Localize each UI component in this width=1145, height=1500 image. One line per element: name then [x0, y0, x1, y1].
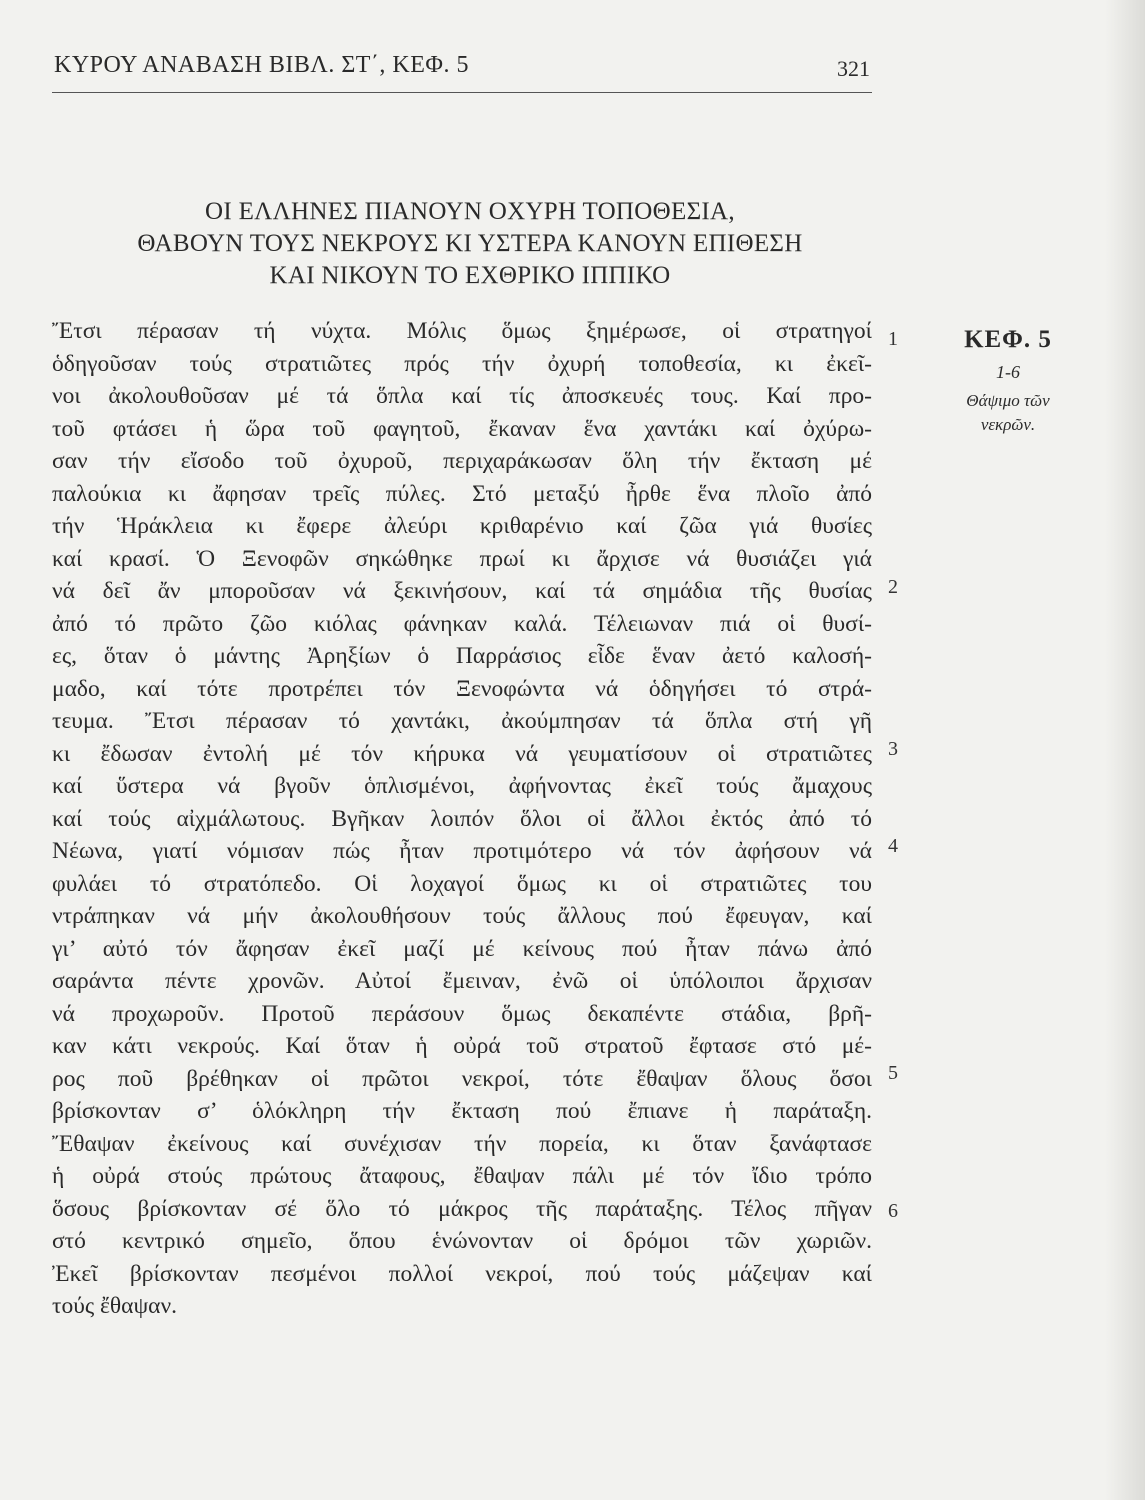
- text-line: ντράπηκαν νά μήν ἀκολουθήσουν τούς ἄλλους πού ἔφευγαν, καί: [52, 903, 872, 929]
- text-line: γι’ αὐτό τόν ἄφησαν ἐκεῖ μαζί μέ κείνους πού ἦταν πάνω ἀπό: [52, 935, 872, 962]
- page-edge-shadow: [1105, 0, 1145, 1500]
- text-line: σαράντα πέντε χρονῶν. Αὐτοί ἔμειναν, ἐνῶ οἱ ὑπόλοιποι ἄρχισαν: [52, 968, 872, 994]
- text-line: νά προχωροῦν. Προτοῦ περάσουν ὅμως δεκαπέντε στάδια, βρῆ-: [52, 1000, 872, 1027]
- heading-line: ΘΑΒΟΥΝ ΤΟΥΣ ΝΕΚΡΟΥΣ ΚΙ ΥΣΤΕΡΑ ΚΑΝΟΥΝ ΕΠΙΘΕΣΗ: [137, 230, 803, 257]
- running-head-title: ΚΥΡΟΥ ΑΝΑΒΑΣΗ ΒΙΒΛ. ΣΤ΄, ΚΕΦ. 5: [54, 52, 469, 78]
- text-line: τούς ἔθαψαν.: [52, 1293, 177, 1319]
- text-line: φυλάει τό στρατόπεδο. Οἱ λοχαγοί ὅμως κι οἱ στρατιῶτες του: [52, 870, 872, 897]
- text-line: ες, ὅταν ὁ μάντης Ἀρηξίων ὁ Παρράσιος εἶδε ἕναν ἀετό καλοσή-: [52, 643, 872, 669]
- margin-topic: [928, 389, 1088, 437]
- text-line: Νέωνα, γιατί νόμισαν πώς ἦταν προτιμότερο νά τόν ἀφήσουν νά: [52, 838, 872, 864]
- section-number: 6: [888, 1200, 898, 1222]
- text-line: καί ὕστερα νά βγοῦν ὁπλισμένοι, ἀφήνοντας ἐκεῖ τούς ἄμαχους: [52, 773, 872, 799]
- text-line: Ἔθαψαν ἐκείνους καί συνέχισαν τήν πορεία, κι ὅταν ξανάφτασε: [52, 1130, 872, 1157]
- text-line: σαν τήν εἴσοδο τοῦ ὀχυροῦ, περιχαράκωσαν ὅλη τήν ἔκταση μέ: [52, 448, 872, 474]
- heading-line: ΚΑΙ ΝΙΚΟΥΝ ΤΟ ΕΧΘΡΙΚΟ ΙΠΠΙΚΟ: [269, 262, 671, 289]
- text-line: ἡ οὐρά στούς πρώτους ἄταφους, ἔθαψαν πάλι μέ τόν ἴδιο τρόπο: [52, 1163, 872, 1189]
- text-line: Ἐκεῖ βρίσκονταν πεσμένοι πολλοί νεκροί, πού τούς μάζεψαν καί: [52, 1260, 872, 1287]
- text-line: βρίσκονταν σ’ ὁλόκληρη τήν ἔκταση πού ἔπιανε ἡ παράταξη.: [52, 1098, 872, 1124]
- text-line: καί κρασί. Ὁ Ξενοφῶν σηκώθηκε πρωί κι ἄρχισε νά θυσιάζει γιά: [52, 545, 872, 572]
- text-line: καί τούς αἰχμάλωτους. Βγῆκαν λοιπόν ὅλοι οἱ ἄλλοι ἐκτός ἀπό τό: [52, 805, 872, 832]
- text-line: ἀπό τό πρῶτο ζῶο κιόλας φάνηκαν καλά. Τέλειωναν πιά οἱ θυσί-: [52, 610, 872, 637]
- text-line: καν κάτι νεκρούς. Καί ὅταν ἡ οὐρά τοῦ στρατοῦ ἔφτασε στό μέ-: [52, 1033, 872, 1059]
- text-line: μαδο, καί τότε προτρέπει τόν Ξενοφώντα νά ὁδηγήσει τό στρά-: [52, 675, 872, 702]
- page-number: 321: [837, 56, 870, 81]
- text-line: ρος ποῦ βρέθηκαν οἱ πρῶτοι νεκροί, τότε ἔθαψαν ὅλους ὅσοι: [52, 1065, 872, 1092]
- text-line: κι ἔδωσαν ἐντολή μέ τόν κήρυκα νά γευματίσουν οἱ στρατιῶτες: [52, 740, 872, 767]
- text-line: νά δεῖ ἄν μποροῦσαν νά ξεκινήσουν, καί τά σημάδια τῆς θυσίας: [52, 578, 872, 604]
- text-line: ὁδηγοῦσαν τούς στρατιῶτες πρός τήν ὀχυρή τοποθεσία, κι ἐκεῖ-: [52, 350, 872, 377]
- margin-chapter-label: ΚΕΦ. 5: [964, 326, 1052, 353]
- text-line: ὅσους βρίσκονταν σέ ὅλο τό μάκρος τῆς παράταξης. Τέλος πῆγαν: [52, 1195, 872, 1222]
- section-number: 2: [888, 576, 898, 598]
- margin-topic-line: νεκρῶν.: [980, 415, 1036, 434]
- chapter-heading: [40, 196, 900, 292]
- margin-topic-line: Θάψιμο τῶν: [966, 391, 1050, 410]
- heading-line: ΟΙ ΕΛΛΗΝΕΣ ΠΙΑΝΟΥΝ ΟΧΥΡΗ ΤΟΠΟΘΕΣΙΑ,: [205, 198, 735, 225]
- running-head: [52, 52, 872, 93]
- section-number: 4: [888, 835, 898, 857]
- text-line: τευμα. Ἔτσι πέρασαν τό χαντάκι, ἀκούμπησαν τά ὅπλα στή γῆ: [52, 708, 872, 734]
- text-line: τοῦ φτάσει ἡ ὥρα τοῦ φαγητοῦ, ἔκαναν ἕνα χαντάκι καί ὀχύρω-: [52, 415, 872, 442]
- text-line: νοι ἀκολουθοῦσαν μέ τά ὅπλα καί τίς ἀποσκευές τους. Καί προ-: [52, 383, 872, 409]
- text-line: στό κεντρικό σημεῖο, ὅπου ἑνώνονταν οἱ δρόμοι τῶν χωριῶν.: [52, 1228, 872, 1254]
- section-number: 3: [888, 738, 898, 760]
- text-line: τήν Ἡράκλεια κι ἔφερε ἀλεύρι κριθαρένιο καί ζῶα γιά θυσίες: [52, 513, 872, 539]
- section-number: 5: [888, 1062, 898, 1084]
- section-number: 1: [888, 328, 898, 350]
- margin-note: [928, 326, 1088, 437]
- margin-section-range: 1-6: [996, 362, 1020, 382]
- text-line: Ἔτσι πέρασαν τή νύχτα. Μόλις ὅμως ξημέρωσε, οἱ στρατηγοί: [52, 318, 872, 344]
- text-line: παλούκια κι ἄφησαν τρεῖς πύλες. Στό μεταξύ ἦρθε ἕνα πλοῖο ἀπό: [52, 480, 872, 507]
